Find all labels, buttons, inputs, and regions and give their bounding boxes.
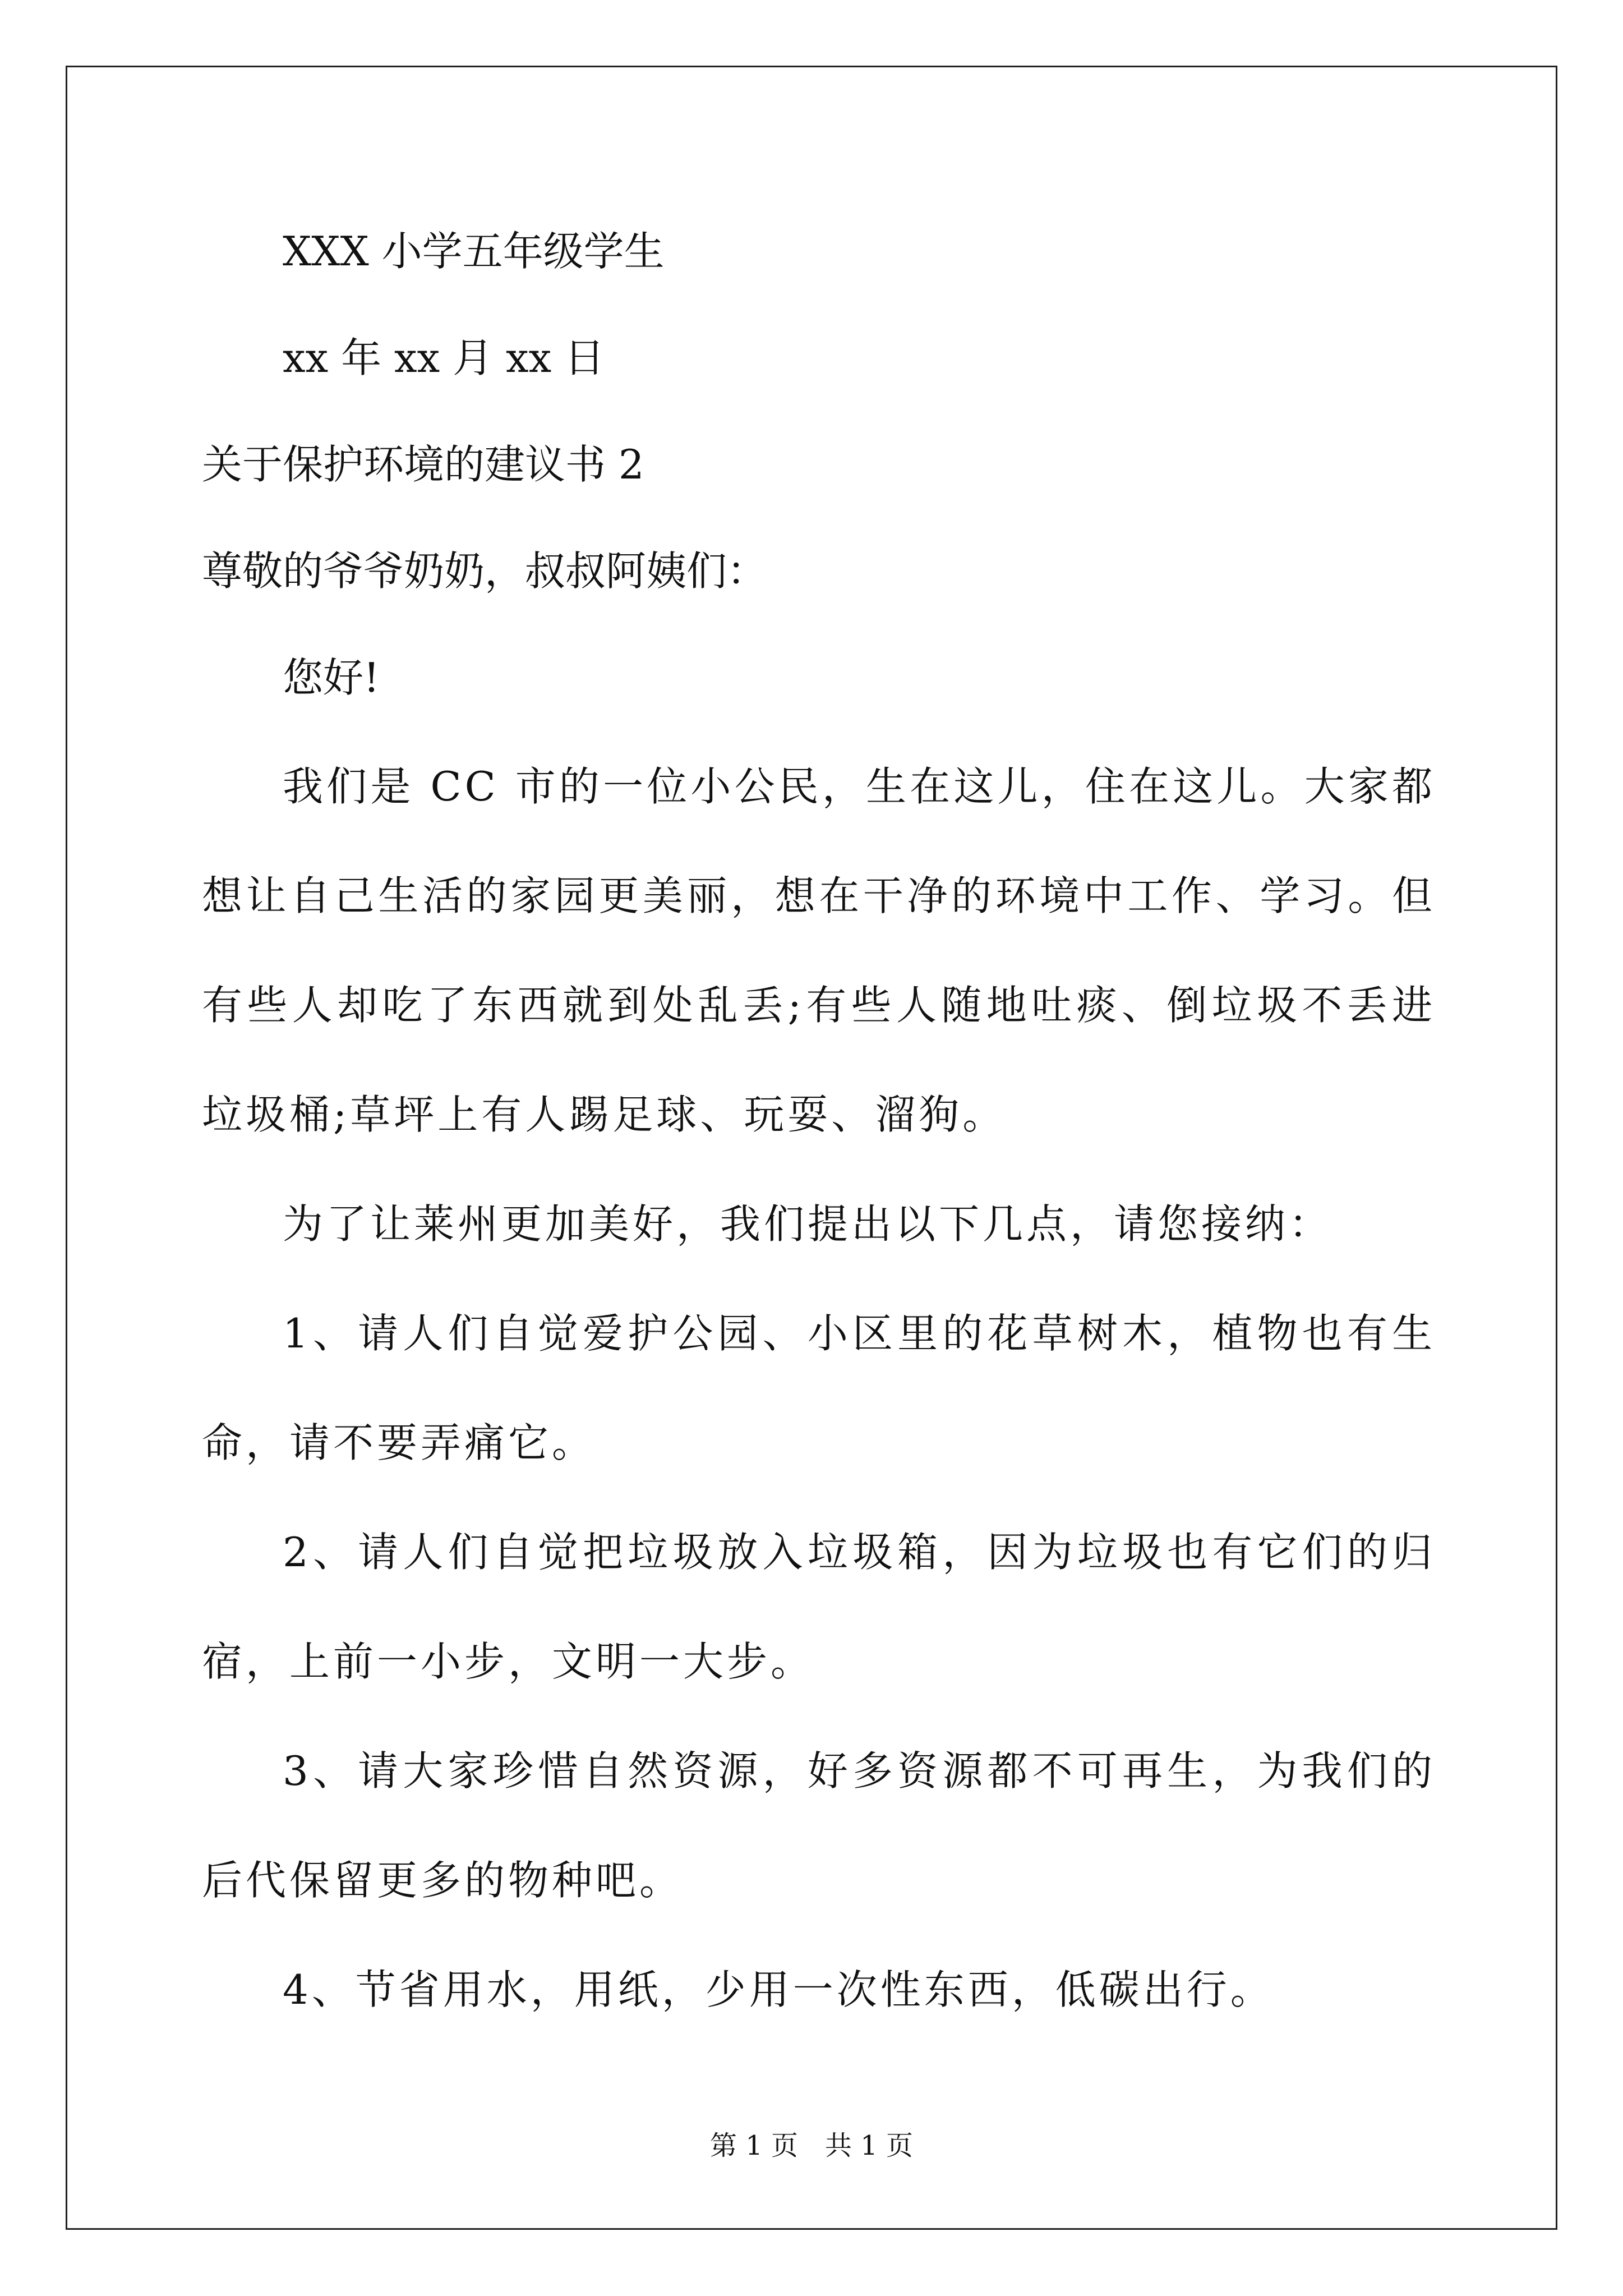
paragraph-intro: 我们是 CC 市的一位小公民，生在这儿，住在这儿。大家都想让自己生活的家园更美丽，想在干净的环境中工作、学习。但有些人却吃了东西就到处乱丢;有些人随地吐痰、倒垃圾不丢进垃圾桶;草坪上有人踢足球、玩耍、溜狗。 [202, 763, 1436, 1138]
signature-date: xx 年 xx 月 xx 日 [283, 334, 605, 381]
greeting: 您好! [283, 654, 380, 701]
paragraph-item-2: 2、请人们自觉把垃圾放入垃圾箱，因为垃圾也有它们的归宿，上前一小步，文明一大步。 [202, 1529, 1436, 1685]
page-number: 第 1 页 共 1 页 [709, 2130, 914, 2161]
paragraph-item-1: 1、请人们自觉爱护公园、小区里的花草树木，植物也有生命，请不要弄痛它。 [202, 1310, 1436, 1466]
document-title: 关于保护环境的建议书 2 [202, 441, 644, 488]
paragraph-item-4: 4、节省用水，用纸，少用一次性东西，低碳出行。 [283, 1966, 1274, 2013]
salutation: 尊敬的爷爷奶奶，叔叔阿姨们： [202, 547, 768, 595]
signature-school: XXX 小学五年级学生 [283, 228, 665, 275]
paragraph-proposal-lead: 为了让莱州更加美好，我们提出以下几点，请您接纳： [283, 1200, 1333, 1248]
paragraph-item-3: 3、请大家珍惜自然资源，好多资源都不可再生，为我们的后代保留更多的物种吧。 [202, 1747, 1436, 1904]
